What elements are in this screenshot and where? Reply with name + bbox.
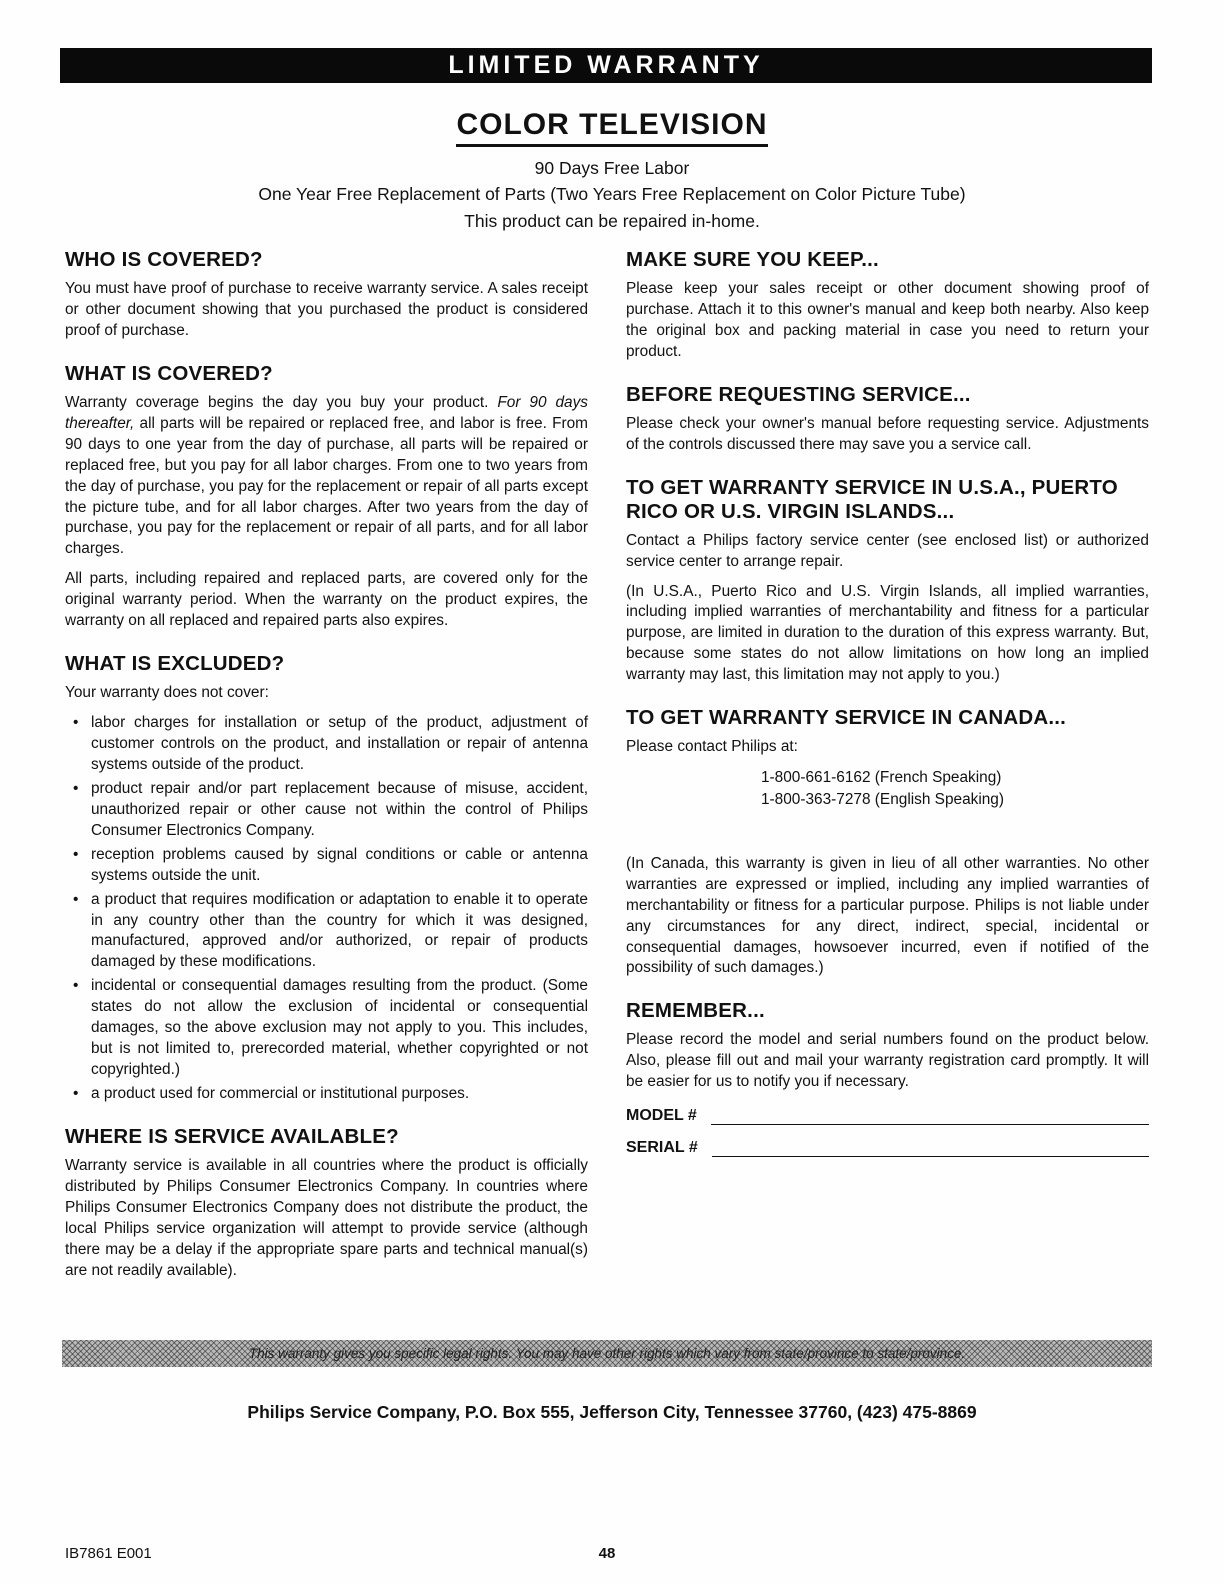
banner-title: LIMITED WARRANTY — [448, 51, 764, 79]
section-body: Warranty service is available in all countries where the product is officially distributed by Philips Consumer Electronics Company. In countries where Philips Consumer Electronics Company does not distribute the product, the local Philips service organization will attempt to provide service (although there may be a delay if the appropriate spare parts and technical manual(s) are not readily available). — [65, 1156, 588, 1279]
section-heading: WHERE IS SERVICE AVAILABLE? — [65, 1124, 399, 1148]
header-line-3: This product can be repaired in-home. — [464, 210, 760, 231]
document-id: IB7861 E001 — [65, 1545, 152, 1562]
section-who-is-covered — [65, 248, 588, 342]
section-body: You must have proof of purchase to receive warranty service. A sales receipt or other document showing that you purchased the product is considered proof of purchase. — [65, 280, 588, 339]
document-header — [0, 108, 1224, 234]
serial-number-blank-line — [712, 1139, 1149, 1157]
list-item: • a product that requires modification or adaptation to enable it to operate in any country other than the country for which it was designed, manufactured, approved and/or authorized, or repair of products damaged by these modifications. — [65, 890, 588, 974]
section-body: All parts, including repaired and replaced parts, are covered only for the original warranty period. When the warranty on the product expires, the warranty on all replaced and repaired parts also expires. — [65, 570, 588, 630]
phone-numbers — [626, 767, 1149, 812]
list-item: • labor charges for installation or setup of the product, adjustment of customer controls on the product, and installation or repair of antenna systems outside of the product. — [65, 713, 588, 776]
model-number-label: MODEL # — [626, 1107, 697, 1125]
phone-english: 1-800-363-7278 (English Speaking) — [761, 791, 1004, 809]
legal-rights-text: This warranty gives you specific legal rights. You may have other rights which vary from state/province to state/province. — [248, 1346, 966, 1361]
section-heading: TO GET WARRANTY SERVICE IN CANADA... — [626, 706, 1067, 730]
section-body: (In U.S.A., Puerto Rico and U.S. Virgin Islands, all implied warranties, including implied warranties of merchantability and fitness for a particular purpose, are limited in duration to the duration of this express warranty. But, because some states do not allow limitations on how long an implied warranty may last, this limitation may not apply to you.) — [626, 582, 1149, 684]
body-text: Warranty coverage begins the day you buy your product. — [65, 393, 498, 411]
section-body: Please check your owner's manual before requesting service. Adjustments of the controls discussed there may save you a service call. — [626, 414, 1149, 453]
page-title: COLOR TELEVISION — [456, 108, 767, 147]
section-what-is-excluded — [65, 652, 588, 1105]
section-body: (In Canada, this warranty is given in lieu of all other warranties. No other warranties are expressed or implied, including any implied warranties of merchantability or fitness for a particular purpose. Philips is not liable under any circumstances for any direct, indirect, special, incidental or consequential damages, howsoever incurred, even if notified of the possibility of such damages.) — [626, 854, 1149, 977]
legal-rights-bar — [62, 1340, 1152, 1367]
section-what-is-covered — [65, 362, 588, 632]
two-column-body — [65, 248, 1149, 1302]
section-before-requesting-service — [626, 383, 1149, 456]
section-heading: WHO IS COVERED? — [65, 248, 263, 271]
limited-warranty-banner — [60, 48, 1152, 83]
page-number: 48 — [598, 1545, 616, 1562]
header-line-1: 90 Days Free Labor — [534, 158, 690, 178]
section-remember — [626, 999, 1149, 1157]
list-item: • reception problems caused by signal conditions or cable or antenna systems outside the unit. — [65, 845, 588, 887]
section-body: Please keep your sales receipt or other document showing proof of purchase. Attach it to this owner's manual and keep both nearby. Also keep the original box and packing material in case you need to return your product. — [626, 280, 1149, 360]
section-heading: REMEMBER... — [626, 999, 765, 1023]
section-warranty-service-usa — [626, 476, 1149, 687]
section-where-is-service — [65, 1125, 588, 1282]
section-heading: WHAT IS COVERED? — [65, 361, 273, 385]
list-item: • product repair and/or part replacement because of misuse, accident, unauthorized repair or other cause not within the control of Philips Consumer Electronics Company. — [65, 779, 588, 842]
section-warranty-service-canada — [626, 706, 1149, 979]
section-body: Contact a Philips factory service center (see enclosed list) or authorized service center to arrange repair. — [626, 531, 1149, 570]
phone-french: 1-800-661-6162 (French Speaking) — [761, 769, 1002, 787]
header-line-2: One Year Free Replacement of Parts (Two Years Free Replacement on Color Picture Tube) — [258, 184, 966, 205]
left-column — [65, 248, 588, 1302]
list-item: • a product used for commercial or institutional purposes. — [65, 1084, 588, 1105]
serial-number-row — [626, 1139, 1149, 1157]
section-intro: Your warranty does not cover: — [65, 684, 269, 702]
serial-number-label: SERIAL # — [626, 1139, 698, 1157]
right-column — [626, 248, 1149, 1302]
service-company-address: Philips Service Company, P.O. Box 555, Jefferson City, Tennessee 37760, (423) 475-8869 — [247, 1402, 977, 1422]
section-body: Please record the model and serial numbers found on the product below. Also, please fill out and mail your warranty registration card promptly. It will be easier for us to notify you if necessary. — [626, 1031, 1149, 1091]
section-heading: BEFORE REQUESTING SERVICE... — [626, 382, 971, 406]
body-text: all parts will be repaired or replaced free, and labor is free. From 90 days to one year from the day of purchase, all parts will be repaired or replaced free, but you pay for all labor charges. From one to two years from the day of purchase, you pay for the replacement or repair of all parts except the picture tube, and for all labor charges. After two years from the day of purchase, you pay for the replacement or repair of all parts, and for all labor charges. — [65, 414, 588, 558]
model-number-row — [626, 1107, 1149, 1125]
model-number-blank-line — [711, 1107, 1149, 1125]
section-body — [65, 393, 588, 561]
section-intro: Please contact Philips at: — [626, 738, 798, 756]
section-heading: TO GET WARRANTY SERVICE IN U.S.A., PUERTO RICO OR U.S. VIRGIN ISLANDS... — [626, 475, 1118, 523]
body-text-italic: For 90 days thereafter, — [65, 393, 588, 432]
exclusion-list — [65, 713, 588, 1105]
list-item: • incidental or consequential damages resulting from the product. (Some states do not allow the exclusion of incidental or consequential damages, so the above exclusion may not apply to you. This includes, but is not limited to, prerecorded material, whether copyrighted or not copyrighted.) — [65, 976, 588, 1081]
section-make-sure-you-keep — [626, 248, 1149, 363]
section-heading: MAKE SURE YOU KEEP... — [626, 248, 879, 271]
section-heading: WHAT IS EXCLUDED? — [65, 652, 285, 676]
